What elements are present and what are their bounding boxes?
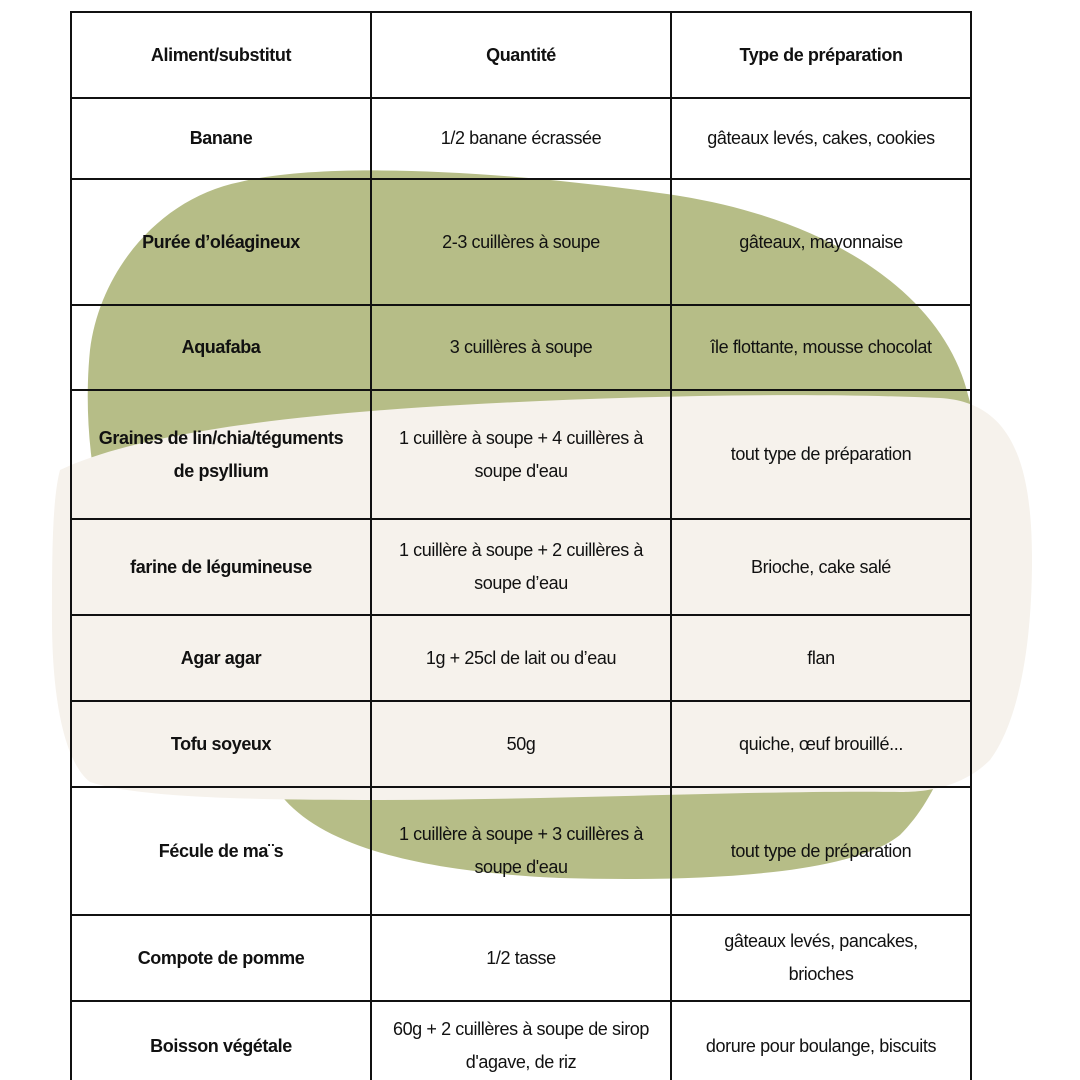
cell-quantity: 1 cuillère à soupe + 4 cuillères à soupe d'eau (371, 390, 671, 519)
table-row (71, 1001, 971, 1080)
table-row (71, 787, 971, 915)
cell-preparation: flan (671, 615, 971, 701)
header-quantity: Quantité (371, 12, 671, 98)
cell-preparation: île flottante, mousse chocolat (671, 305, 971, 390)
cell-quantity: 1g + 25cl de lait ou d’eau (371, 615, 671, 701)
cell-quantity: 50g (371, 701, 671, 787)
table-row (71, 390, 971, 519)
table-header-row (71, 12, 971, 98)
cell-quantity: 1 cuillère à soupe + 3 cuillères à soupe d'eau (371, 787, 671, 915)
cell-preparation: dorure pour boulange, biscuits (671, 1001, 971, 1080)
cell-food: Purée d’oléagineux (71, 179, 371, 305)
cell-quantity: 1/2 banane écrassée (371, 98, 671, 179)
header-food: Aliment/substitut (71, 12, 371, 98)
cell-preparation: quiche, œuf brouillé... (671, 701, 971, 787)
cell-quantity: 2-3 cuillères à soupe (371, 179, 671, 305)
cell-preparation: Brioche, cake salé (671, 519, 971, 615)
cell-preparation: tout type de préparation (671, 390, 971, 519)
cell-food: Boisson végétale (71, 1001, 371, 1080)
cell-preparation: gâteaux, mayonnaise (671, 179, 971, 305)
cell-preparation: gâteaux levés, pancakes, brioches (671, 915, 971, 1001)
cell-quantity: 1 cuillère à soupe + 2 cuillères à soupe d’eau (371, 519, 671, 615)
cell-food: Banane (71, 98, 371, 179)
cell-food: Fécule de ma¨s (71, 787, 371, 915)
cell-preparation: tout type de préparation (671, 787, 971, 915)
cell-food: Compote de pomme (71, 915, 371, 1001)
cell-quantity: 1/2 tasse (371, 915, 671, 1001)
cell-quantity: 60g + 2 cuillères à soupe de sirop d'agave, de riz (371, 1001, 671, 1080)
table-row (71, 915, 971, 1001)
table-row (71, 701, 971, 787)
table-row (71, 98, 971, 179)
table-row (71, 179, 971, 305)
cell-preparation: gâteaux levés, cakes, cookies (671, 98, 971, 179)
cell-food: farine de légumineuse (71, 519, 371, 615)
table-row (71, 519, 971, 615)
cell-food: Tofu soyeux (71, 701, 371, 787)
table-row (71, 615, 971, 701)
cell-quantity: 3 cuillères à soupe (371, 305, 671, 390)
cell-food: Agar agar (71, 615, 371, 701)
table-row (71, 305, 971, 390)
header-preparation: Type de préparation (671, 12, 971, 98)
cell-food: Aquafaba (71, 305, 371, 390)
cell-food: Graines de lin/chia/téguments de psyllium (71, 390, 371, 519)
substitutes-table (70, 11, 972, 1080)
